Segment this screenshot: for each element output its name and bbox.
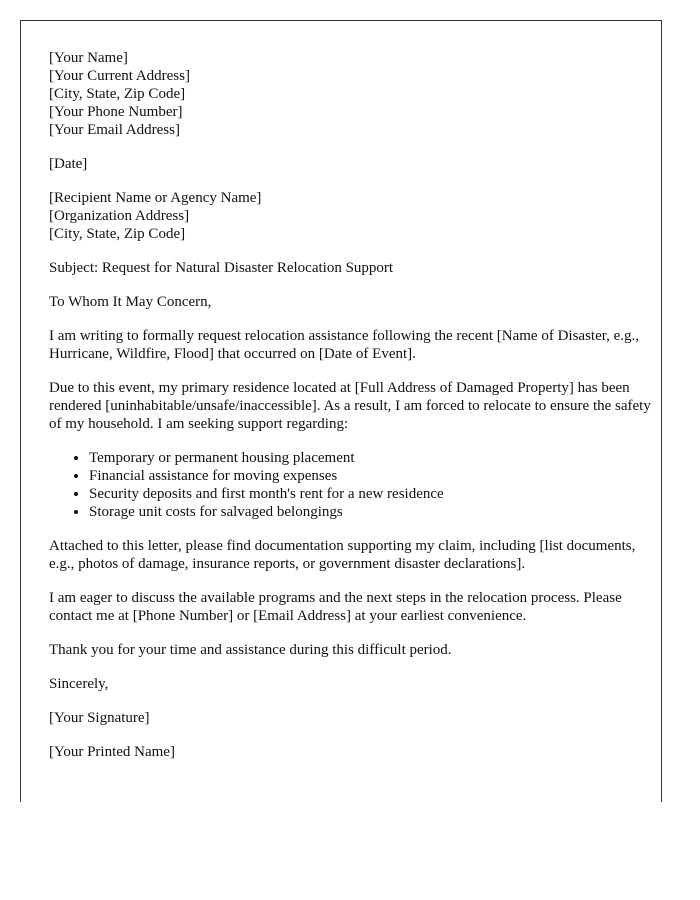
subject-line: Subject: Request for Natural Disaster Relocation Support xyxy=(49,260,394,276)
paragraph-documents: Attached to this letter, please find documentation supporting my claim, including [list documents, e.g., photos of damage, insurance reports, or government disaster declarations]. xyxy=(49,538,636,572)
printed-name: [Your Printed Name] xyxy=(49,744,175,760)
paragraph-contact: I am eager to discuss the available programs and the next steps in the relocation process. Please contact me at [Phone Number] or [Email Address] at your earliest convenience. xyxy=(49,590,622,624)
letter-page xyxy=(20,20,662,802)
sender-phone: [Your Phone Number] xyxy=(49,104,183,120)
salutation: To Whom It May Concern, xyxy=(49,294,212,310)
sender-address: [Your Current Address] xyxy=(49,68,190,84)
recipient-address: [Organization Address] xyxy=(49,208,190,224)
list-item: • Temporary or permanent housing placement xyxy=(89,449,661,467)
list-item: • Storage unit costs for salvaged belongings xyxy=(89,503,661,521)
recipient-name: [Recipient Name or Agency Name] xyxy=(49,190,262,206)
sender-block xyxy=(49,49,661,139)
date: [Date] xyxy=(49,156,88,172)
recipient-block xyxy=(49,189,661,243)
closing: Sincerely, xyxy=(49,676,109,692)
recipient-city: [City, State, Zip Code] xyxy=(49,226,186,242)
sender-name: [Your Name] xyxy=(49,50,128,66)
sender-city: [City, State, Zip Code] xyxy=(49,86,186,102)
paragraph-thanks: Thank you for your time and assistance during this difficult period. xyxy=(49,642,452,658)
signature: [Your Signature] xyxy=(49,710,150,726)
list-item: • Security deposits and first month's rent for a new residence xyxy=(89,485,661,503)
support-list xyxy=(49,449,661,521)
list-item: • Financial assistance for moving expenses xyxy=(89,467,661,485)
paragraph-situation: Due to this event, my primary residence located at [Full Address of Damaged Property] has been rendered [uninhabitable/unsafe/inaccessible]. As a result, I am forced to relocate to ensure the safety of my household. I am seeking support regarding: xyxy=(49,380,651,432)
sender-email: [Your Email Address] xyxy=(49,122,180,138)
paragraph-intro: I am writing to formally request relocation assistance following the recent [Name of Disaster, e.g., Hurricane, Wildfire, Flood] that occurred on [Date of Event]. xyxy=(49,328,640,362)
